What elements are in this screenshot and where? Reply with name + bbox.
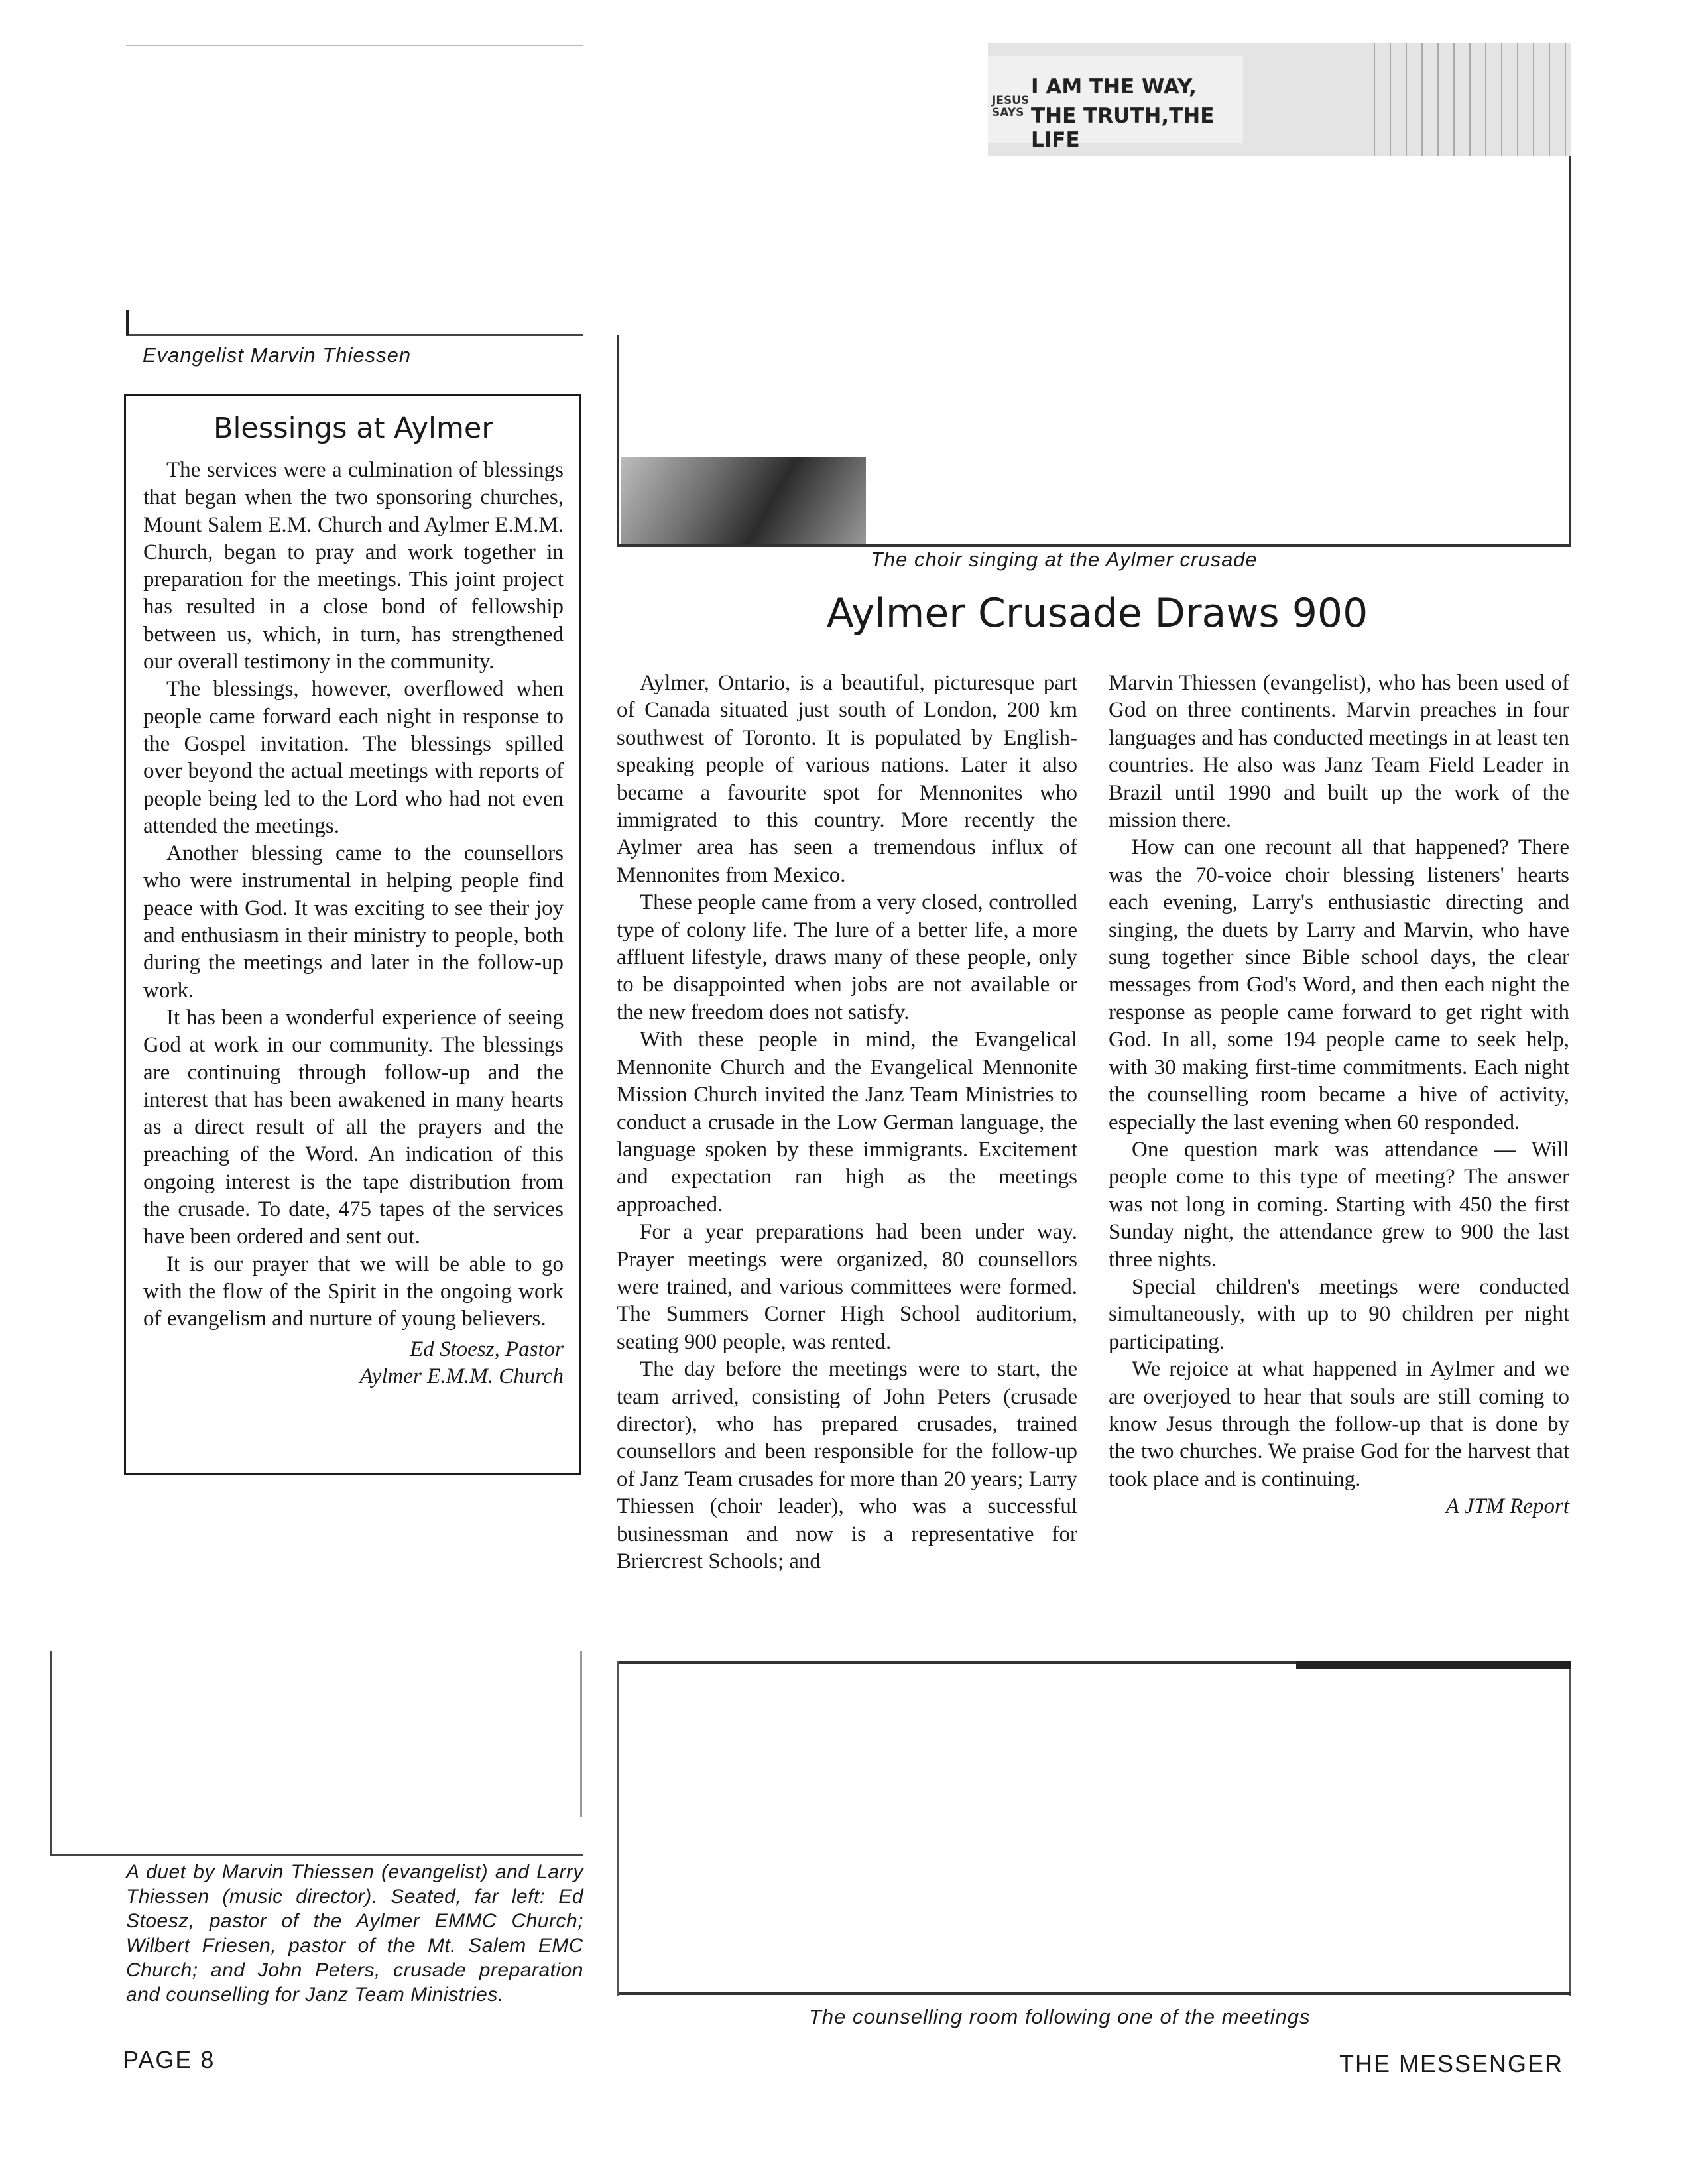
article-column-2: [1109, 670, 1569, 1520]
magazine-name: THE MESSENGER: [1339, 2050, 1564, 2077]
sidebar-paragraph: Another blessing came to the counsellors who were instrumental in helping people find peace with God. It was exciting to see their joy and enthusiasm in their ministry to people, both during the meetings and later in the follow-up work.: [143, 841, 564, 1002]
article-paragraph: These people came from a very closed, controlled type of colony life. The lure of a better life, a more affluent lifestyle, draws many of these people, only to be disappointed when jobs are not available or the new freedom does not satisfy.: [617, 890, 1077, 1024]
article-paragraph: We rejoice at what happened in Aylmer and we are overjoyed to hear that souls are still coming to know Jesus through the follow-up that is done by the two churches. We praise God for the harvest that took place and is continuing.: [1109, 1357, 1569, 1491]
sidebar-text: [143, 457, 564, 1390]
article-paragraph: For a year preparations had been under way. Prayer meetings were organized, 80 counsellors were trained, and various committees were formed. The Summers Corner High School auditorium, seating 900 people, was rented.: [617, 1220, 1077, 1354]
article-paragraph: One question mark was attendance — Will people come to this type of meeting? The answer was not long in coming. Starting with 450 the first Sunday night, the attendance grew to 900 the last three nights.: [1109, 1137, 1569, 1272]
article-report-credit: A JTM Report: [1445, 1494, 1569, 1519]
evangelist-photo: [126, 45, 583, 337]
page-number: PAGE 8: [123, 2046, 215, 2073]
sidebar-paragraph: The services were a culmination of blessings that began when the two sponsoring churches, Mount Salem E.M. Church and Aylmer E.M.M. Church, began to pray and work together in preparation for the meetings. This joint project has resulted in a close bond of fellowship between us, which, in turn, has strengthened our overall testimony in the community.: [143, 458, 564, 674]
banner-line-1: I AM THE WAY,: [1031, 75, 1197, 99]
article-paragraph: Marvin Thiessen (evangelist), who has been used of God on three continents. Marvin preaches in four languages and has conducted meetings in at least ten countries. He also was Janz Team Field Leader in Brazil until 1990 and built up the work of the mission there.: [1109, 671, 1569, 833]
sidebar-paragraph: The blessings, however, overflowed when people came forward each night in response to the Gospel invitation. The blessings spilled over beyond the actual meetings with reports of people being led to the Lord who had not even attended the meetings.: [143, 677, 564, 838]
banner-says-label: JESUS SAYS: [992, 94, 1030, 119]
article-paragraph: Special children's meetings were conducted simultaneously, with up to 90 children per night participating.: [1109, 1274, 1569, 1354]
sidebar-title: Blessings at Aylmer: [213, 412, 494, 445]
counselling-caption: The counselling room following one of the meetings: [809, 2005, 1311, 2028]
sidebar-signature-name: Ed Stoesz, Pastor: [410, 1337, 564, 1361]
banner-stripes: [1359, 43, 1571, 156]
sidebar-paragraph: It has been a wonderful experience of seeing God at work in our community. The blessings are continuing through follow-up and the interest that has been awakened in many hearts as a direct result of all the prayers and the preaching of the Word. An indication of this ongoing interest is the tape distribution from the crusade. To date, 475 tapes of the services have been ordered and sent out.: [143, 1005, 564, 1249]
article-title: Aylmer Crusade Draws 900: [826, 590, 1368, 637]
article-paragraph: How can one recount all that happened? There was the 70-voice choir blessing listeners' hearts each evening, Larry's enthusiastic directing and singing, the duets by Larry and Marvin, who have sung together since Bible school days, the clear messages from God's Word, and then each night the response as people came forward to get right with God. In all, some 194 people came to seek help, with 30 making first-time commitments. Each night the counselling room became a hive of activity, especially the last evening when 60 responded.: [1109, 835, 1569, 1134]
choir-photo-fragment: [621, 457, 866, 544]
choir-photo: [617, 156, 1571, 547]
banner-line-2: THE TRUTH,THE LIFE: [1031, 104, 1215, 152]
article-paragraph: With these people in mind, the Evangelical Mennonite Church and the Evangelical Mennonite Mission Church invited the Janz Team Ministries to conduct a crusade in the Low German language, the language spoken by these immigrants. Excitement and expectation ran high as the meetings approached.: [617, 1028, 1077, 1217]
article-paragraph: Aylmer, Ontario, is a beautiful, picturesque part of Canada situated just south of London, 200 km southwest of Toronto. It is populated by English-speaking people of various nations. Later it also became a favourite spot for Mennonites who immigrated to this country. More recently the Aylmer area has seen a tremendous influx of Mennonites from Mexico.: [617, 671, 1077, 887]
choir-caption: The choir singing at the Aylmer crusade: [871, 548, 1258, 571]
article-column-1: [617, 670, 1077, 1575]
jesus-says-banner: [988, 43, 1571, 156]
duet-caption: A duet by Marvin Thiessen (evangelist) and Larry Thiessen (music director). Seated, far left: Ed Stoesz, pastor of the Aylmer EMMC Church; Wilbert Friesen, pastor of the Mt. Salem EMC Church; and John Peters, crusade preparation and counselling for Janz Team Ministries.: [126, 1861, 583, 2006]
sidebar-blessings: [124, 394, 581, 1475]
sidebar-signature-church: Aylmer E.M.M. Church: [359, 1364, 564, 1388]
evangelist-caption: Evangelist Marvin Thiessen: [143, 343, 412, 367]
banner-sign: [988, 56, 1243, 152]
duet-photo: [50, 1651, 583, 1856]
article-paragraph: The day before the meetings were to start, the team arrived, consisting of John Peters (crusade director), who has prepared crusades, trained counsellors and been responsible for the follow-up of Janz Team crusades for more than 20 years; Larry Thiessen (choir leader), who was a successful businessman and now is a representative for Briercrest Schools; and: [617, 1357, 1077, 1573]
sidebar-paragraph: It is our prayer that we will be able to go with the flow of the Spirit in the ongoing work of evangelism and nurture of young believers.: [143, 1252, 564, 1331]
counselling-photo: [617, 1661, 1571, 1996]
